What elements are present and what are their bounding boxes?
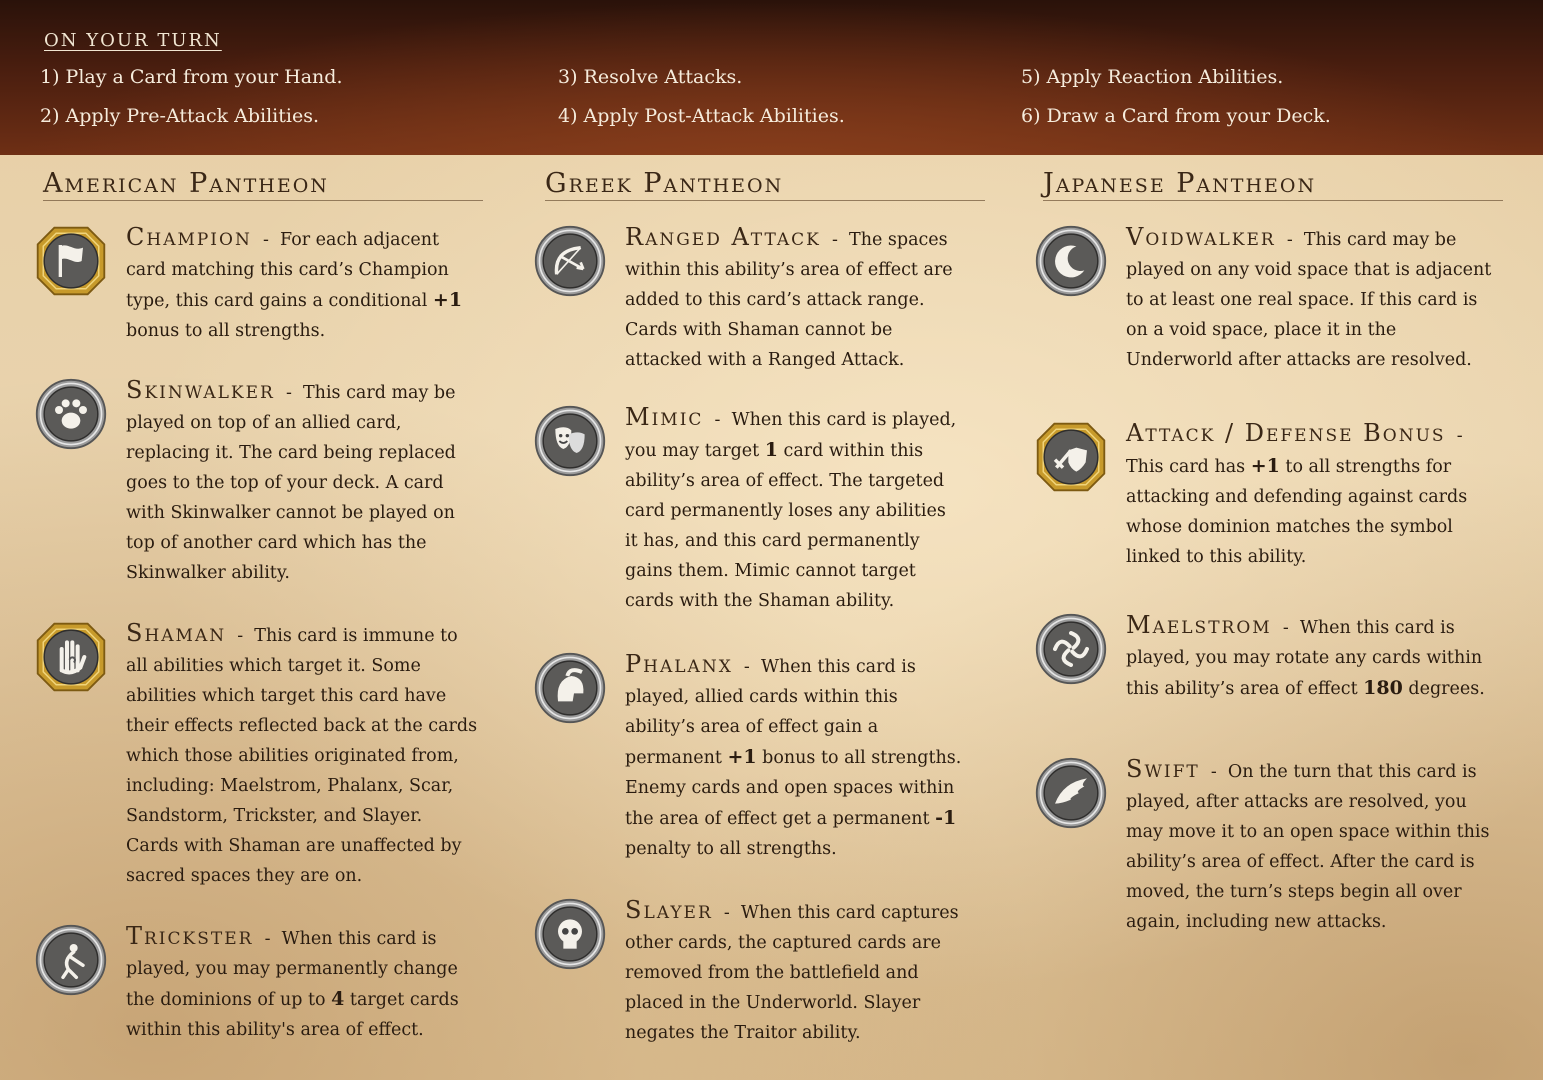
helmet-icon	[533, 651, 607, 725]
turn-banner	[0, 0, 1543, 155]
sword-shield-icon	[1034, 420, 1108, 494]
ability-name: Shaman	[126, 619, 227, 647]
column-rule-american	[43, 200, 483, 201]
turn-step-5: 5) Apply Reaction Abilities.	[1021, 66, 1284, 88]
bow-arrow-icon	[533, 224, 607, 298]
ability-description: Maelstrom - When this card is played, you may rotate any cards within this ability’s area of effect 180 degrees.	[1126, 611, 1485, 699]
ability-description: Voidwalker - This card may be played on any void space that is adjacent to at least one real space. If this card is on a void space, place it in the Underworld after attacks are resolved.	[1126, 223, 1492, 370]
column-title-american: American Pantheon	[43, 168, 329, 199]
ability-description: Trickster - When this card is played, you may permanently change the dominions of up to 4 target cards within this ability's area of effect.	[126, 922, 459, 1040]
ability-name: Skinwalker	[126, 376, 275, 404]
ability-description: Attack / Defense Bonus - This card has +1 to all strengths for attacking and defending against cards whose dominion matches the symbol linked to this ability.	[1126, 419, 1474, 567]
ability-name: Ranged Attack	[625, 223, 821, 251]
ability-name: Maelstrom	[1126, 611, 1272, 639]
ability-name: Swift	[1126, 755, 1200, 783]
column-title-greek: Greek Pantheon	[545, 168, 784, 199]
ability-description: Swift - On the turn that this card is played, after attacks are resolved, you may move it to an open space within this ability’s area of effect. After the card is moved, the turn’s steps begin all over again, including new attacks.	[1126, 755, 1490, 932]
ability-description: Shaman - This card is immune to all abilities which target it. Some abilities which target this card have their effects reflected back at the cards which those abilities originated from, including: Maelstrom, Phalanx, Scar, Sandstorm, Trickster, and Slayer. Cards with Shaman are unaffected by sacred spaces they are on.	[126, 619, 478, 886]
hand-spiral-icon	[34, 620, 108, 694]
ability-description: Champion - For each adjacent card matching this card’s Champion type, this card gains a conditional +1 bonus to all strengths.	[126, 223, 463, 341]
wing-icon	[1034, 756, 1108, 830]
kokopelli-icon	[34, 923, 108, 997]
ability-description: Ranged Attack - The spaces within this ability’s area of effect are added to this card’s attack range. Cards with Shaman cannot be attacked with a Ranged Attack.	[625, 223, 953, 370]
turn-step-2: 2) Apply Pre-Attack Abilities.	[40, 105, 320, 127]
flag-icon	[34, 224, 108, 298]
ability-description: Slayer - When this card captures other cards, the captured cards are removed from the battlefield and placed in the Underworld. Slayer negates the Traitor ability.	[625, 896, 959, 1043]
theater-masks-icon	[533, 404, 607, 478]
vortex-icon	[1034, 612, 1108, 686]
ability-name: Champion	[126, 223, 252, 251]
turn-title: ON YOUR TURN	[44, 30, 222, 51]
ability-name: Attack / Defense Bonus	[1126, 419, 1446, 447]
turn-step-3: 3) Resolve Attacks.	[558, 66, 743, 88]
column-rule-japanese	[1043, 200, 1503, 201]
ability-name: Voidwalker	[1126, 223, 1276, 251]
turn-step-6: 6) Draw a Card from your Deck.	[1021, 105, 1331, 127]
ability-name: Phalanx	[625, 650, 733, 678]
column-rule-greek	[545, 200, 985, 201]
paw-icon	[34, 377, 108, 451]
ability-name: Mimic	[625, 403, 704, 431]
skull-icon	[533, 897, 607, 971]
ability-description: Phalanx - When this card is played, allied cards within this ability’s area of effect gain a permanent +1 bonus to all strengths. Enemy cards and open spaces within the area of effect get a permanent -1 penalty to all strengths.	[625, 650, 962, 859]
ability-name: Trickster	[126, 922, 254, 950]
turn-step-1: 1) Play a Card from your Hand.	[40, 66, 343, 88]
crescent-moon-icon	[1034, 224, 1108, 298]
ability-description: Skinwalker - This card may be played on top of an allied card, replacing it. The card being replaced goes to the top of your deck. A card with Skinwalker cannot be played on top of another card which has the Skinwalker ability.	[126, 376, 456, 583]
ability-description: Mimic - When this card is played, you may target 1 card within this ability’s area of effect. The targeted card permanently loses any abilities it has, and this card permanently gains them. Mimic cannot target cards with the Shaman ability.	[625, 403, 957, 611]
column-title-japanese: Japanese Pantheon	[1043, 168, 1317, 199]
ability-name: Slayer	[625, 896, 713, 924]
turn-step-4: 4) Apply Post-Attack Abilities.	[558, 105, 845, 127]
